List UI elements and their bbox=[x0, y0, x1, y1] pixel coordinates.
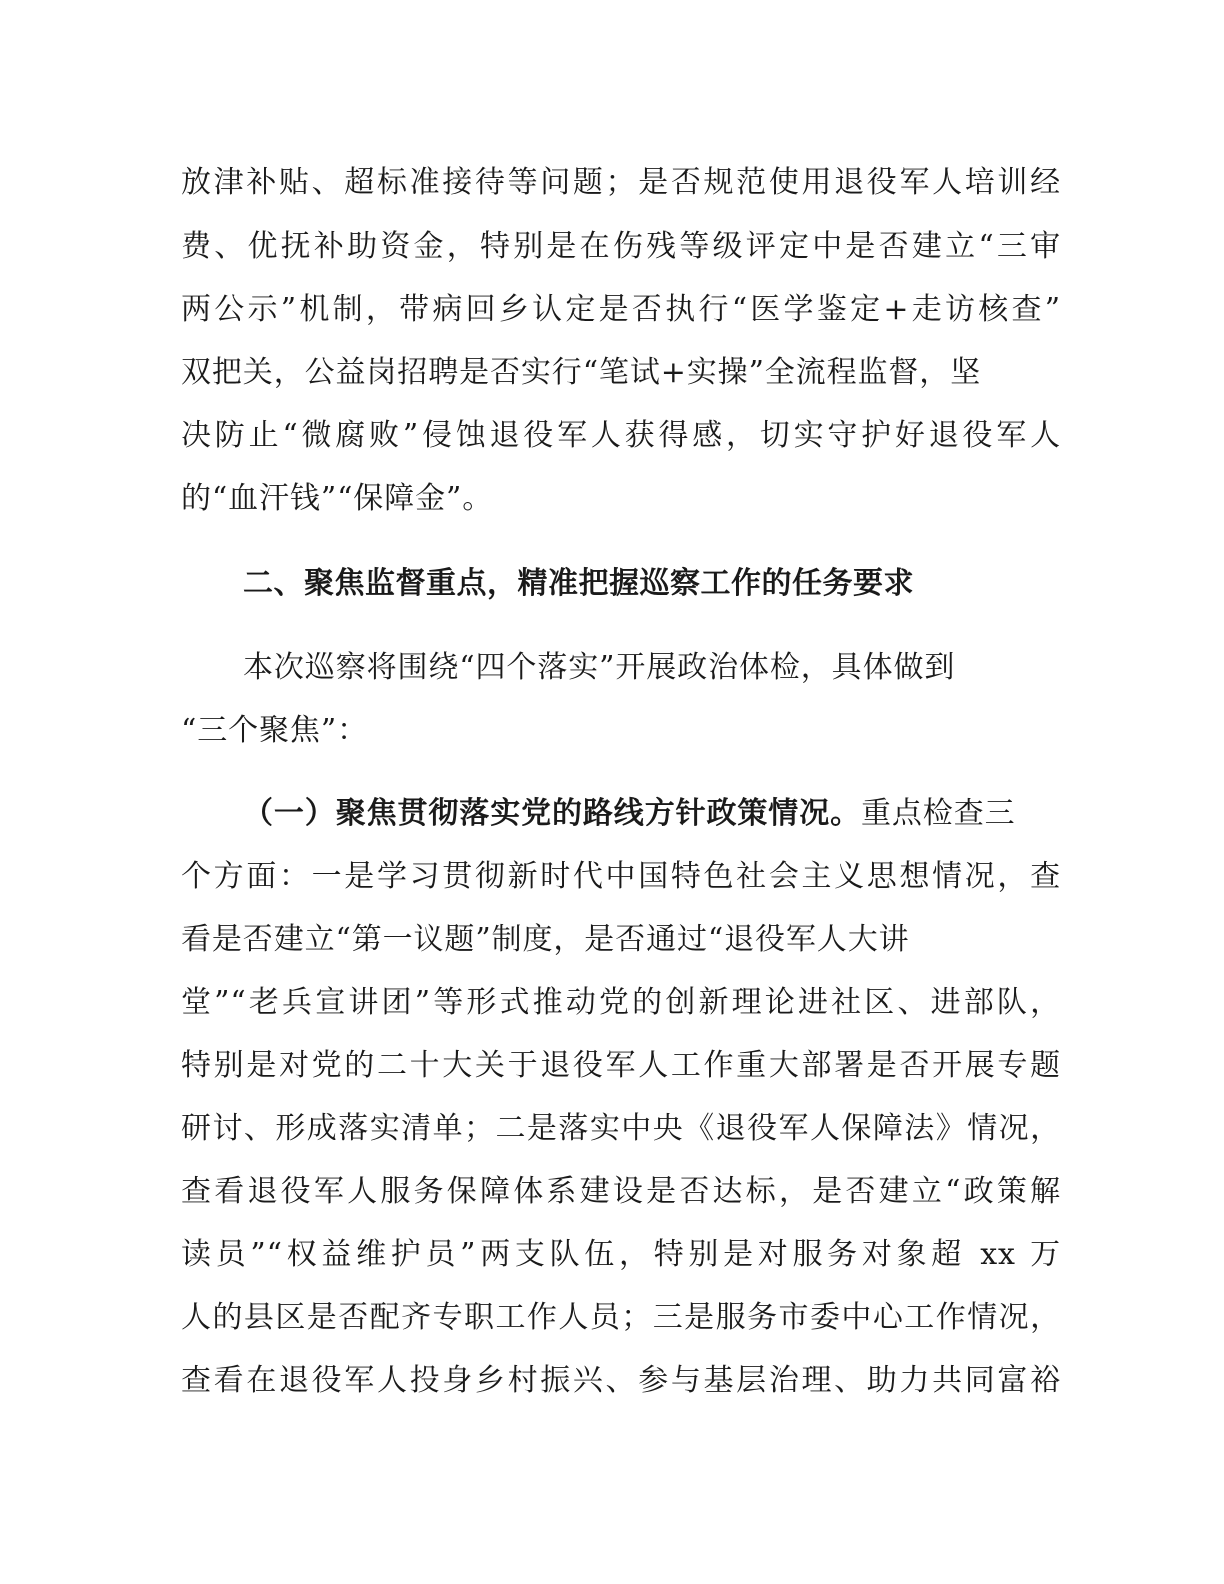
para1-line-4: 双把关，公益岗招聘是否实行“笔试+实操”全流程监督，坚 bbox=[181, 355, 982, 390]
subsection-1-first-rest: 重点检查三 bbox=[861, 796, 1016, 831]
subsection-1-first-line bbox=[243, 792, 1061, 836]
intro-line-1: 本次巡察将围绕“四个落实”开展政治体检，具体做到 bbox=[243, 650, 956, 685]
subsection-1-line-8: 人的县区是否配齐专职工作人员；三是服务市委中心工作情况， bbox=[181, 1300, 1061, 1335]
subsection-1-title: （一）聚焦贯彻落实党的路线方针政策情况。 bbox=[243, 796, 861, 831]
subsection-1-line-4: 特别是对党的二十大关于退役军人工作重大部署是否开展专题 bbox=[181, 1048, 1061, 1083]
para1-line-6: 的“血汗钱”“保障金”。 bbox=[181, 481, 494, 516]
para1-line-2: 费、优抚补助资金，特别是在伤残等级评定中是否建立“三审 bbox=[181, 229, 1061, 264]
subsection-1-line-9: 查看在退役军人投身乡村振兴、参与基层治理、助力共同富裕 bbox=[181, 1363, 1061, 1398]
section-heading: 二、聚焦监督重点，精准把握巡察工作的任务要求 bbox=[243, 566, 914, 601]
intro-line-2: “三个聚焦”： bbox=[181, 713, 368, 748]
subsection-1-line-1: 个方面：一是学习贯彻新时代中国特色社会主义思想情况，查 bbox=[181, 859, 1061, 894]
subsection-1-line-3: 堂”“老兵宣讲团”等形式推动党的创新理论进社区、进部队， bbox=[181, 985, 1061, 1020]
subsection-1-line-5: 研讨、形成落实清单；二是落实中央《退役军人保障法》情况， bbox=[181, 1111, 1061, 1146]
subsection-1-line-2: 看是否建立“第一议题”制度，是否通过“退役军人大讲 bbox=[181, 922, 910, 957]
para1-line-3: 两公示”机制，带病回乡认定是否执行“医学鉴定+走访核查” bbox=[181, 292, 1061, 327]
para1-line-1: 放津补贴、超标准接待等问题；是否规范使用退役军人培训经 bbox=[181, 165, 1061, 200]
para1-line-5: 决防止“微腐败”侵蚀退役军人获得感，切实守护好退役军人 bbox=[181, 418, 1061, 453]
subsection-1-line-7: 读员”“权益维护员”两支队伍，特别是对服务对象超 xx 万 bbox=[181, 1237, 1061, 1272]
subsection-1-line-6: 查看退役军人服务保障体系建设是否达标，是否建立“政策解 bbox=[181, 1174, 1061, 1209]
